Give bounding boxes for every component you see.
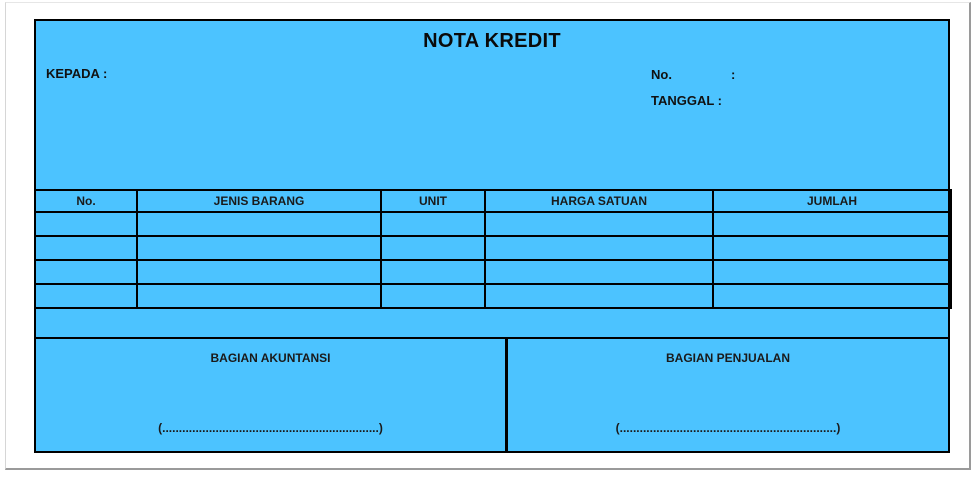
table-cell bbox=[35, 260, 137, 284]
page-frame bbox=[5, 2, 971, 470]
signature-sales-title: BAGIAN PENJUALAN bbox=[665, 351, 790, 365]
document-title: NOTA KREDIT bbox=[423, 30, 561, 52]
table-cell bbox=[381, 284, 485, 308]
table-cell bbox=[137, 284, 381, 308]
table-cell bbox=[713, 212, 951, 236]
table-cell bbox=[713, 260, 951, 284]
signature-accounting-line: (.................................................................) bbox=[158, 421, 383, 435]
signature-sales bbox=[508, 337, 948, 453]
table-row bbox=[35, 212, 951, 236]
signature-accounting bbox=[36, 337, 508, 453]
table-cell bbox=[381, 236, 485, 260]
table-cell bbox=[35, 212, 137, 236]
number-label: No. bbox=[651, 67, 672, 82]
table-cell bbox=[713, 236, 951, 260]
table-cell bbox=[381, 260, 485, 284]
table-row bbox=[35, 284, 951, 308]
table-cell bbox=[137, 212, 381, 236]
table-cell bbox=[485, 236, 713, 260]
table-row bbox=[35, 260, 951, 284]
header-unit: UNIT bbox=[381, 190, 485, 212]
table-cell bbox=[381, 212, 485, 236]
header-jenis-barang: JENIS BARANG bbox=[137, 190, 381, 212]
table-row bbox=[35, 236, 951, 260]
date-label: TANGGAL : bbox=[651, 93, 723, 108]
kepada-label: KEPADA : bbox=[46, 66, 108, 81]
total-band bbox=[34, 313, 950, 337]
table-header-row bbox=[35, 190, 951, 212]
table-cell bbox=[35, 236, 137, 260]
table-cell bbox=[485, 284, 713, 308]
table-cell bbox=[713, 284, 951, 308]
header-no: No. bbox=[35, 190, 137, 212]
number-colon: : bbox=[731, 67, 736, 82]
table-cell bbox=[137, 260, 381, 284]
credit-note-form bbox=[34, 19, 950, 453]
table-cell bbox=[137, 236, 381, 260]
signature-accounting-title: BAGIAN AKUNTANSI bbox=[210, 351, 331, 365]
signature-sales-line: (.................................................................) bbox=[615, 421, 841, 435]
table-cell bbox=[485, 260, 713, 284]
header-jumlah: JUMLAH bbox=[713, 190, 951, 212]
items-table bbox=[34, 189, 952, 309]
table-cell bbox=[35, 284, 137, 308]
header-harga-satuan: HARGA SATUAN bbox=[485, 190, 713, 212]
table-cell bbox=[485, 212, 713, 236]
